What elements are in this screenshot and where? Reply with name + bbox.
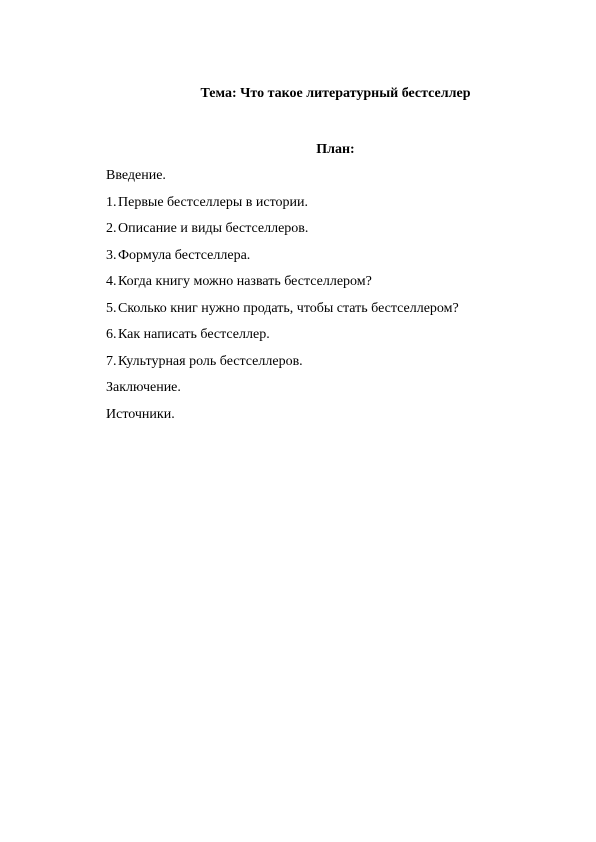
- intro-line: Введение.: [106, 168, 166, 183]
- plan-item-text: Формула бестселлера.: [118, 247, 251, 263]
- plan-item: [106, 300, 566, 327]
- plan-item-text: Как написать бестселлер.: [118, 327, 270, 342]
- plan-item: [106, 353, 566, 380]
- plan-heading: План:: [316, 142, 355, 157]
- conclusion-line: Заключение.: [106, 380, 181, 395]
- plan-item-text: Когда книгу можно назвать бестселлером?: [118, 274, 372, 289]
- plan-item-number: 7.: [106, 353, 117, 369]
- plan-item: [106, 194, 566, 221]
- plan-list: [106, 167, 566, 432]
- plan-item-text: Культурная роль бестселлеров.: [118, 353, 303, 369]
- plan-item-text: Описание и виды бестселлеров.: [118, 221, 309, 236]
- plan-item-number: 1.: [106, 194, 117, 210]
- plan-item-number: 4.: [106, 274, 117, 289]
- document-title: Тема: Что такое литературный бестселлер: [200, 86, 471, 101]
- sources-line: Источники.: [106, 406, 175, 422]
- plan-item-number: 5.: [106, 300, 117, 316]
- plan-item-number: 3.: [106, 247, 117, 263]
- plan-item: [106, 326, 566, 353]
- plan-item: [106, 247, 566, 274]
- plan-item-text: Сколько книг нужно продать, чтобы стать бестселлером?: [118, 300, 459, 316]
- plan-item-text: Первые бестселлеры в истории.: [118, 194, 308, 210]
- plan-item: [106, 220, 566, 247]
- plan-item-number: 6.: [106, 327, 117, 342]
- plan-item-number: 2.: [106, 221, 117, 236]
- plan-item: [106, 273, 566, 300]
